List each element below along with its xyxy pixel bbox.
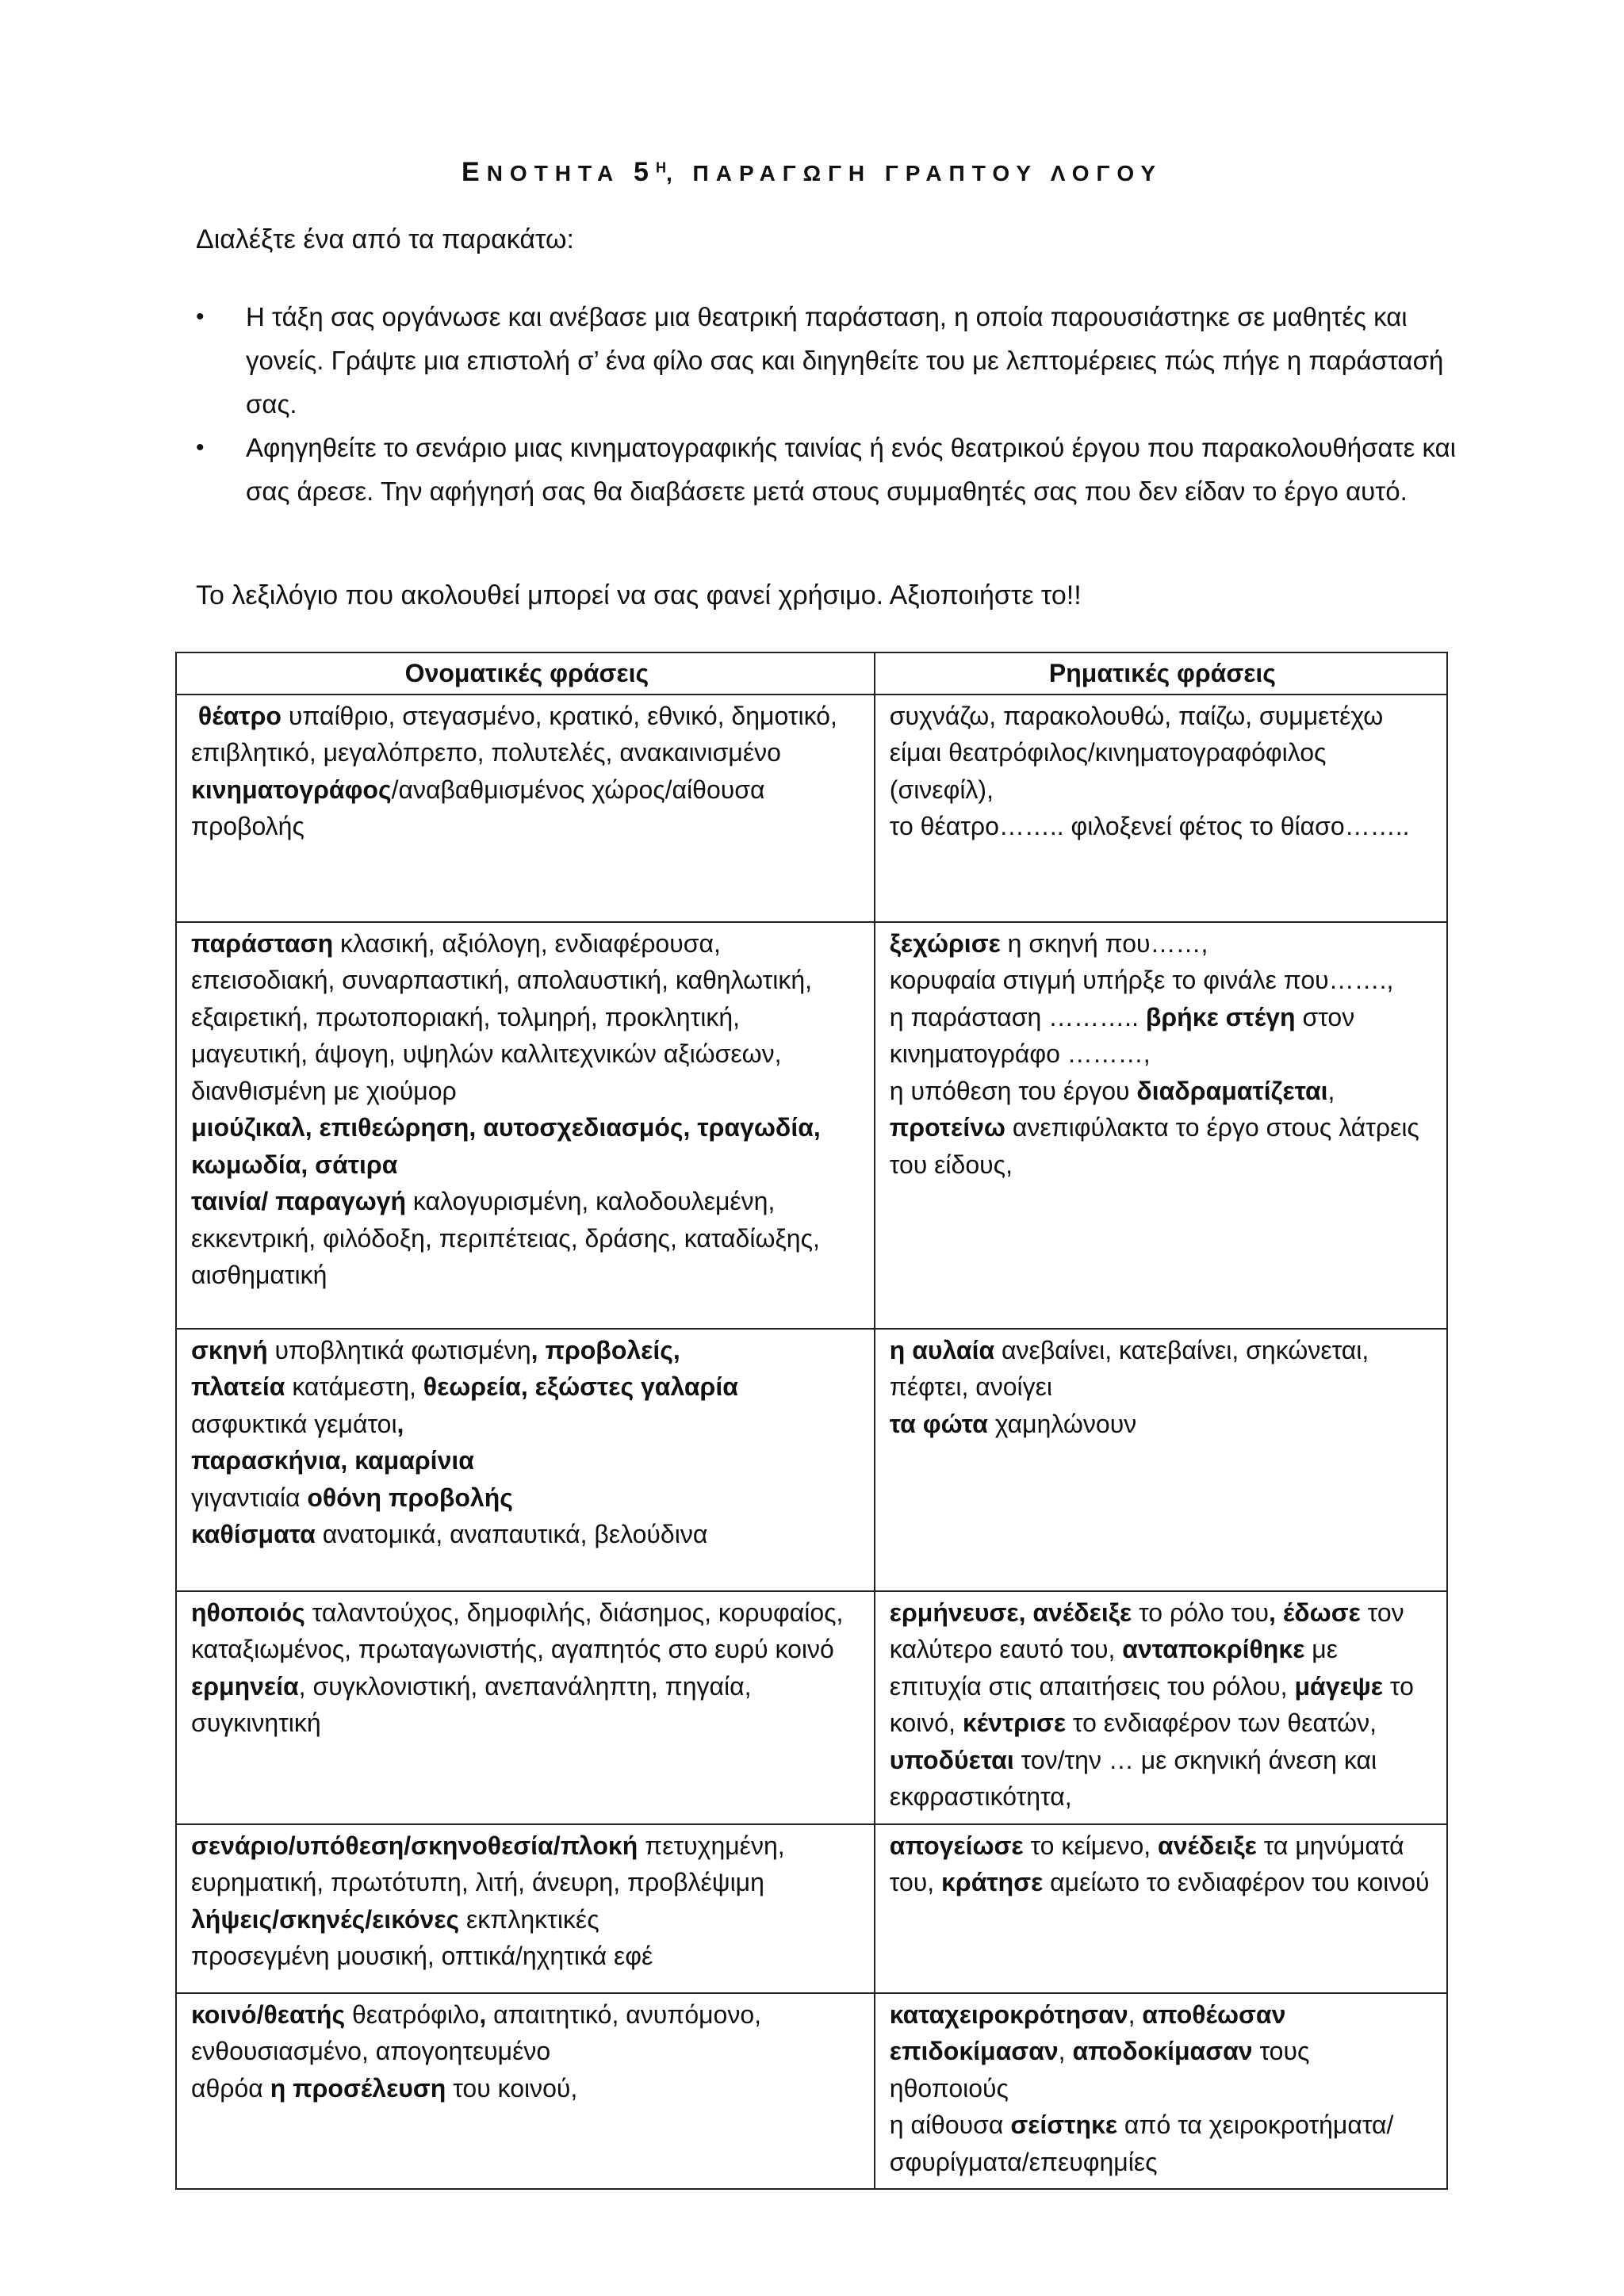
term: οθόνη προβολής [307, 1483, 513, 1512]
term: κοινό/θεατής [191, 1999, 346, 2029]
text: , συγκλονιστική, ανεπανάληπτη, πηγαία, συγκινητική [191, 1671, 752, 1737]
term: ηθοποιός [191, 1598, 305, 1627]
text: , [1058, 2037, 1073, 2065]
header-verb-phrases: Ρηματικές φράσεις [875, 652, 1447, 695]
line [191, 1442, 863, 1479]
task-item: • Η τάξη σας οργάνωσε και ανέβασε μια θεατρική παράσταση, η οποία παρουσιάστηκε σε μαθητές και γονείς. Γράψτε μια επιστολή σ’ ένα φίλο σας και διηγηθείτε του με λεπτομέρειες πώς πήγε η παράστασή σας. [196, 295, 1473, 426]
text: το κοινό, [889, 1671, 1414, 1737]
line [890, 1332, 1435, 1406]
term: μάγεψε [1294, 1671, 1383, 1701]
table-row [176, 922, 1447, 1329]
text: ανεπιφύλακτα το έργο στους λάτρεις του είδους, [889, 1113, 1419, 1179]
title-initial: Ε [462, 157, 487, 187]
text: του κοινού, [446, 2073, 578, 2103]
term: κράτησε [941, 1868, 1044, 1896]
term: απογείωσε [889, 1831, 1024, 1860]
line [890, 2107, 1435, 2180]
line: κορυφαία στιγμή υπήρξε το φινάλε που……., [889, 966, 1394, 994]
table-row [176, 1329, 1447, 1591]
line [191, 1479, 863, 1517]
task-list [196, 295, 1473, 513]
term: ανταποκρίθηκε [1122, 1635, 1305, 1663]
line [191, 1183, 863, 1294]
line [890, 999, 1435, 1073]
term: ανέδειξε [1158, 1831, 1257, 1860]
line [191, 1901, 863, 1938]
text: /αναβαθμισμένος χώρος/αίθουσα προβολής [191, 775, 765, 840]
term: καθίσματα [191, 1520, 316, 1548]
intro-text: Διαλέξτε ένα από τα παρακάτω: [196, 224, 574, 254]
text: καλογυρισμένη, καλοδουλεμένη, εκκεντρική, φιλόδοξη, περιπέτειας, δράσης, καταδίωξης, αισθηματική [191, 1187, 820, 1289]
cell-noun-theatre [176, 695, 875, 922]
line [191, 1368, 863, 1406]
text: ασφυκτικά γεμάτοι [191, 1409, 397, 1438]
term: θεωρεία, εξώστες γαλαρία [423, 1372, 738, 1401]
term: , προβολείς, [530, 1335, 680, 1364]
line [890, 1996, 1435, 2107]
line [191, 1516, 863, 1553]
cell-noun-audience [176, 1993, 875, 2190]
text: υποβλητικά φωτισμένη [267, 1335, 531, 1364]
term: σκηνή [191, 1335, 268, 1364]
cell-noun-script [176, 1824, 875, 1993]
line: συχνάζω, παρακολουθώ, παίζω, συμμετέχω [889, 701, 1384, 730]
table-header-row [176, 652, 1447, 695]
term: παράσταση [191, 928, 334, 958]
term: μιούζικαλ, επιθεώρηση, αυτοσχεδιασμός, τραγωδία, κωμωδία, σάτιρα [191, 1113, 821, 1179]
line [191, 771, 863, 845]
term: πλατεία [191, 1372, 285, 1401]
line: προσεγμένη μουσική, οπτικά/ηχητικά εφέ [191, 1942, 653, 1970]
cell-verb-script [875, 1824, 1447, 1993]
task-item: • Αφηγηθείτε το σενάριο μιας κινηματογραφικής ταινίας ή ενός θεατρικού έργου που παρακολουθήσατε και σας άρεσε. Την αφήγησή σας θα διαβάσετε μετά στους συμμαθητές σας που δεν είδαν το έργο αυτό. [196, 426, 1473, 513]
text: εκπληκτικές [459, 1904, 599, 1934]
text: από τα χειροκροτήματα/σφυρίγματα/επευφημίες [889, 2110, 1394, 2176]
line [191, 1996, 863, 2070]
line [890, 808, 1435, 845]
cell-verb-stage [875, 1329, 1447, 1591]
line [191, 2070, 863, 2107]
text: τον/την … με σκηνική άνεση και εκφραστικότητα, [889, 1745, 1377, 1811]
line [890, 925, 1435, 962]
cell-verb-actor [875, 1591, 1447, 1824]
term: ξεχώρισε [889, 928, 1001, 958]
text: το κείμενο, [1023, 1831, 1159, 1860]
text: ταλαντούχος, δημοφιλής, διάσημος, κορυφαίος, καταξιωμένος, πρωταγωνιστής, αγαπητός στο ευρύ κοινό [191, 1598, 844, 1663]
cell-verb-performance [875, 922, 1447, 1329]
term: αποθέωσαν επιδοκίμασαν [889, 1999, 1286, 2065]
line [890, 1073, 1435, 1110]
term: κέντρισε [962, 1709, 1066, 1737]
term: λήψεις/σκηνές/εικόνες [191, 1904, 460, 1934]
text: υπαίθριο, στεγασμένο, κρατικό, εθνικό, δημοτικό, επιβλητικό, μεγαλόπρεπο, πολυτελές, ανακαινισμένο [191, 701, 837, 767]
text: θεατρόφιλο [345, 1999, 480, 2029]
cell-noun-actor [176, 1591, 875, 1824]
text: , [1128, 1999, 1143, 2029]
title-rest: , ΠΑΡΑΓΩΓΗ ΓΡΑΠΤΟΥ ΛΟΓΟΥ [665, 161, 1162, 186]
text: τον καλύτερο εαυτό του, [889, 1598, 1404, 1663]
term: , [479, 1999, 487, 2029]
line [890, 1827, 1435, 1901]
line: είμαι θεατρόφιλος/κινηματογραφόφιλος (σινεφίλ), [889, 738, 1327, 804]
line [191, 1827, 863, 1901]
page-title [0, 157, 1624, 188]
cell-verb-audience [875, 1993, 1447, 2190]
term: διαδραματίζεται [1136, 1076, 1328, 1105]
text: η αίθουσα [889, 2110, 1011, 2139]
title-number: 5 [634, 157, 656, 187]
term: βρήκε στέγη [1145, 1002, 1296, 1031]
line [890, 1406, 1435, 1443]
cell-verb-theatre [875, 695, 1447, 922]
text: κατάμεστη, [285, 1372, 423, 1401]
term: αποδοκίμασαν [1072, 2037, 1253, 2065]
text: ανεβαίνει, κατεβαίνει, σηκώνεται, πέφτει, ανοίγει [889, 1335, 1369, 1401]
term: παρασκήνια, καμαρίνια [191, 1446, 474, 1475]
cell-noun-performance [176, 922, 875, 1329]
line [890, 1594, 1435, 1816]
line [191, 925, 863, 1110]
text: κλασική, αξιόλογη, ενδιαφέρουσα, επεισοδιακή, συναρπαστική, απολαυστική, καθηλωτική, εξαιρετική, πρωτοποριακή, τολμηρή, προκλητική, μαγευτική, άψογη, υψηλών καλλιτεχνικών αξιώσεων, διανθισμένη με χιούμορ [191, 928, 813, 1105]
header-noun-phrases: Ονοματικές φράσεις [176, 652, 875, 695]
line [191, 1594, 863, 1668]
term: σενάριο/υπόθεση/σκηνοθεσία/πλοκή [191, 1831, 638, 1860]
term: σείστηκε [1010, 2110, 1118, 2139]
cell-noun-stage [176, 1329, 875, 1591]
text: απαιτητικό, ανυπόμονο, ενθουσιασμένο, απογοητευμένο [191, 1999, 762, 2065]
text: στον κινηματογράφο ………, [889, 1002, 1355, 1068]
term: υποδύεται [889, 1745, 1014, 1774]
term: , έδωσε [1269, 1598, 1361, 1627]
text: το ρόλο του [1132, 1598, 1270, 1627]
text: με επιτυχία στις απαιτήσεις του ρόλου, [889, 1635, 1338, 1701]
text: γιγαντιαία [191, 1483, 308, 1512]
title-word: ΝΟΤΗΤΑ [486, 161, 634, 186]
line [191, 1332, 863, 1369]
title-superscript: Η [655, 159, 666, 176]
text: τους ηθοποιούς [889, 2037, 1310, 2103]
term: κινηματογράφος [191, 775, 392, 804]
vocab-note: Το λεξιλόγιο που ακολουθεί μπορεί να σας φανεί χρήσιμο. Αξιοποιήστε το!! [196, 580, 1082, 610]
text: χαμηλώνουν [987, 1409, 1137, 1438]
text: η παράσταση ……….. [889, 1002, 1146, 1031]
table-row [176, 1824, 1447, 1993]
line [191, 1668, 863, 1742]
text: η υπόθεση του έργου [889, 1076, 1137, 1105]
text: το ενδιαφέρον των θεατών, [1066, 1709, 1377, 1737]
line [890, 1109, 1435, 1183]
text: η σκηνή που……, [1000, 928, 1208, 958]
term: θέατρο [197, 701, 282, 730]
term: προτείνω [889, 1113, 1005, 1142]
line [191, 1109, 863, 1183]
text: αμείωτο το ενδιαφέρον του κοινού [1043, 1868, 1430, 1896]
term: καταχειροκρότησαν [889, 1999, 1128, 2029]
line [191, 698, 863, 771]
text: πετυχημένη, ευρηματική, πρωτότυπη, λιτή, άνευρη, προβλέψιμη [191, 1831, 785, 1896]
text: τα μηνύματά του, [889, 1831, 1404, 1896]
term: τα φώτα [889, 1409, 988, 1438]
term: ερμήνευσε, ανέδειξε [889, 1598, 1132, 1627]
text: ανατομικά, αναπαυτικά, βελούδινα [315, 1520, 708, 1548]
term: ερμηνεία [191, 1671, 299, 1701]
text: αθρόα [191, 2073, 270, 2103]
term: η αυλαία [889, 1335, 995, 1364]
text: το θέατρο…….. φιλοξενεί φέτος το θίασο…….. [889, 812, 1410, 840]
vocabulary-table [175, 652, 1448, 2190]
term: , [396, 1409, 404, 1438]
term: ταινία/ παραγωγή [191, 1187, 407, 1215]
table-row [176, 1993, 1447, 2190]
table-row [176, 695, 1447, 922]
text: , [1327, 1076, 1335, 1105]
table-row [176, 1591, 1447, 1824]
line [191, 1406, 863, 1443]
term: η προσέλευση [270, 2073, 446, 2103]
